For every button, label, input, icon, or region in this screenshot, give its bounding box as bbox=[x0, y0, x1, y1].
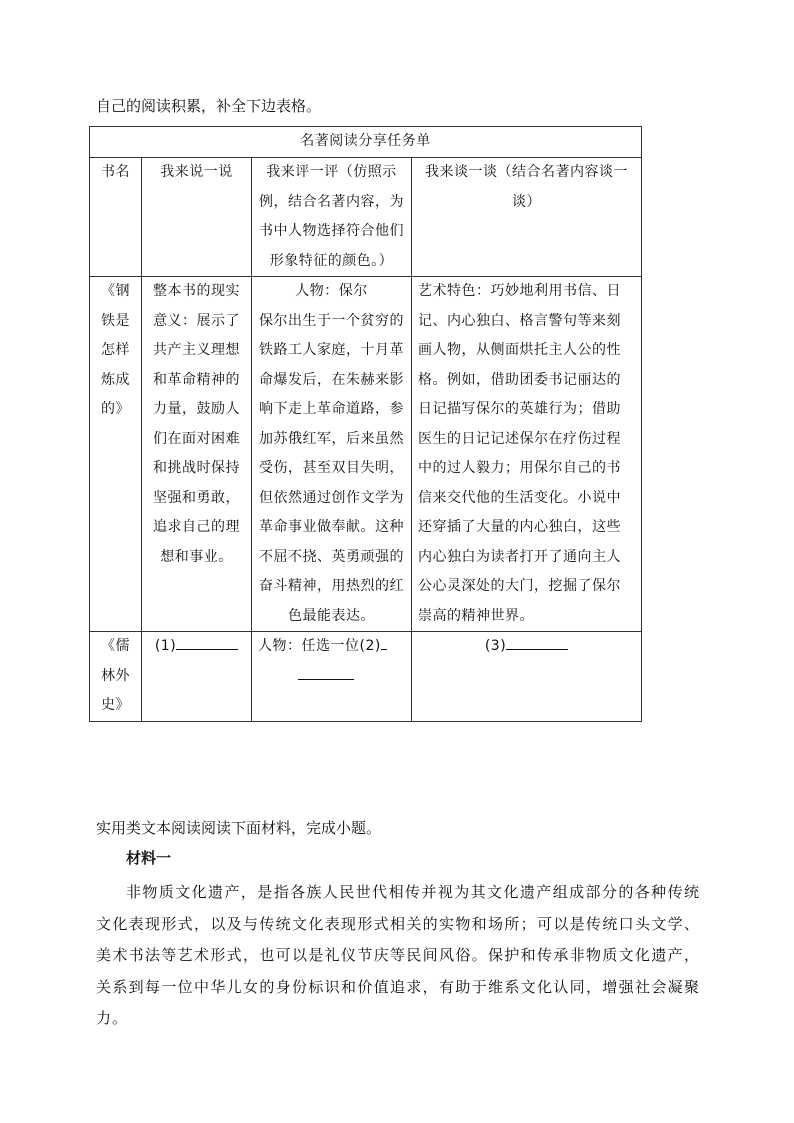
table-title: 名著阅读分享任务单 bbox=[90, 127, 642, 158]
book-name-cell: 《钢铁是怎样炼成的》 bbox=[90, 277, 142, 632]
discuss-cell: 艺术特色：巧妙地利用书信、日记、内心独白、格言警句等来刻画人物，从侧面烘托主人公的性格。例如，借助团委书记丽达的日记描写保尔的英雄行为；借助医生的日记记述保尔在疗伤过程中的过人毅力；用保尔自己的书信来交代他的生活变化。小说中还穿插了大量的内心独白，这些内心独白为读者打开了通向主人公心灵深处的大门，挖掘了保尔崇高的精神世界。 bbox=[412, 277, 642, 632]
blank-number: (3) bbox=[484, 638, 507, 654]
answer-blank-3[interactable] bbox=[412, 632, 642, 722]
intro-text: 自己的阅读积累，补全下边表格。 bbox=[96, 97, 322, 115]
blank-number: (1) bbox=[154, 638, 177, 654]
material-title: 材料一 bbox=[126, 849, 172, 867]
table-row bbox=[90, 277, 642, 632]
fill-line bbox=[298, 663, 354, 680]
material-paragraph: 非物质文化遗产，是指各族人民世代相传并视为其文化遗产组成部分的各种传统文化表现形式，以及与传统文化表现形式相关的实物和场所；可以是传统口头文学、美术书法等艺术形式，也可以是礼仪节庆等民间风俗。保护和传承非物质文化遗产，关系到每一位中华儿女的身份标识和价值追求，有助于维系文化认同，增强社会凝聚力。 bbox=[96, 883, 700, 1027]
header-discuss: 我来谈一谈（结合名著内容谈一谈） bbox=[412, 158, 642, 277]
header-evaluate: 我来评一评（仿照示例，结合名著内容，为书中人物选择符合他们形象特征的颜色。） bbox=[252, 158, 412, 277]
reading-task-table bbox=[89, 126, 642, 722]
table-title-row bbox=[90, 127, 642, 158]
table-row bbox=[90, 632, 642, 722]
evaluate-cell bbox=[252, 277, 412, 632]
table-header-row bbox=[90, 158, 642, 277]
header-say: 我来说一说 bbox=[142, 158, 252, 277]
character-label: 人物：保尔 bbox=[295, 283, 368, 299]
answer-blank-2[interactable] bbox=[252, 632, 412, 722]
fill-line bbox=[381, 633, 387, 650]
fill-line bbox=[506, 633, 568, 650]
character-evaluation: 保尔出生于一个贫穷的铁路工人家庭，十月革命爆发后，在朱赫来影响下走上革命道路，参加苏俄红军，后来虽然受伤，甚至双目失明，但依然通过创作文学为革命事业做奉献。这种不屈不挠、英勇顽强的奋斗精神，用热烈的红色最能表达。 bbox=[259, 312, 404, 624]
answer-blank-1[interactable] bbox=[142, 632, 252, 722]
character-prompt: 人物：任选一位(2) bbox=[258, 638, 381, 654]
header-book-name: 书名 bbox=[90, 158, 142, 277]
fill-line bbox=[176, 633, 238, 650]
book-name-cell: 《儒林外史》 bbox=[90, 632, 142, 722]
section-heading: 实用类文本阅读阅读下面材料，完成小题。 bbox=[96, 819, 382, 837]
say-cell: 整本书的现实意义：展示了共产主义理想和革命精神的力量，鼓励人们在面对困难和挑战时保持坚强和勇敢，追求自己的理想和事业。 bbox=[142, 277, 252, 632]
